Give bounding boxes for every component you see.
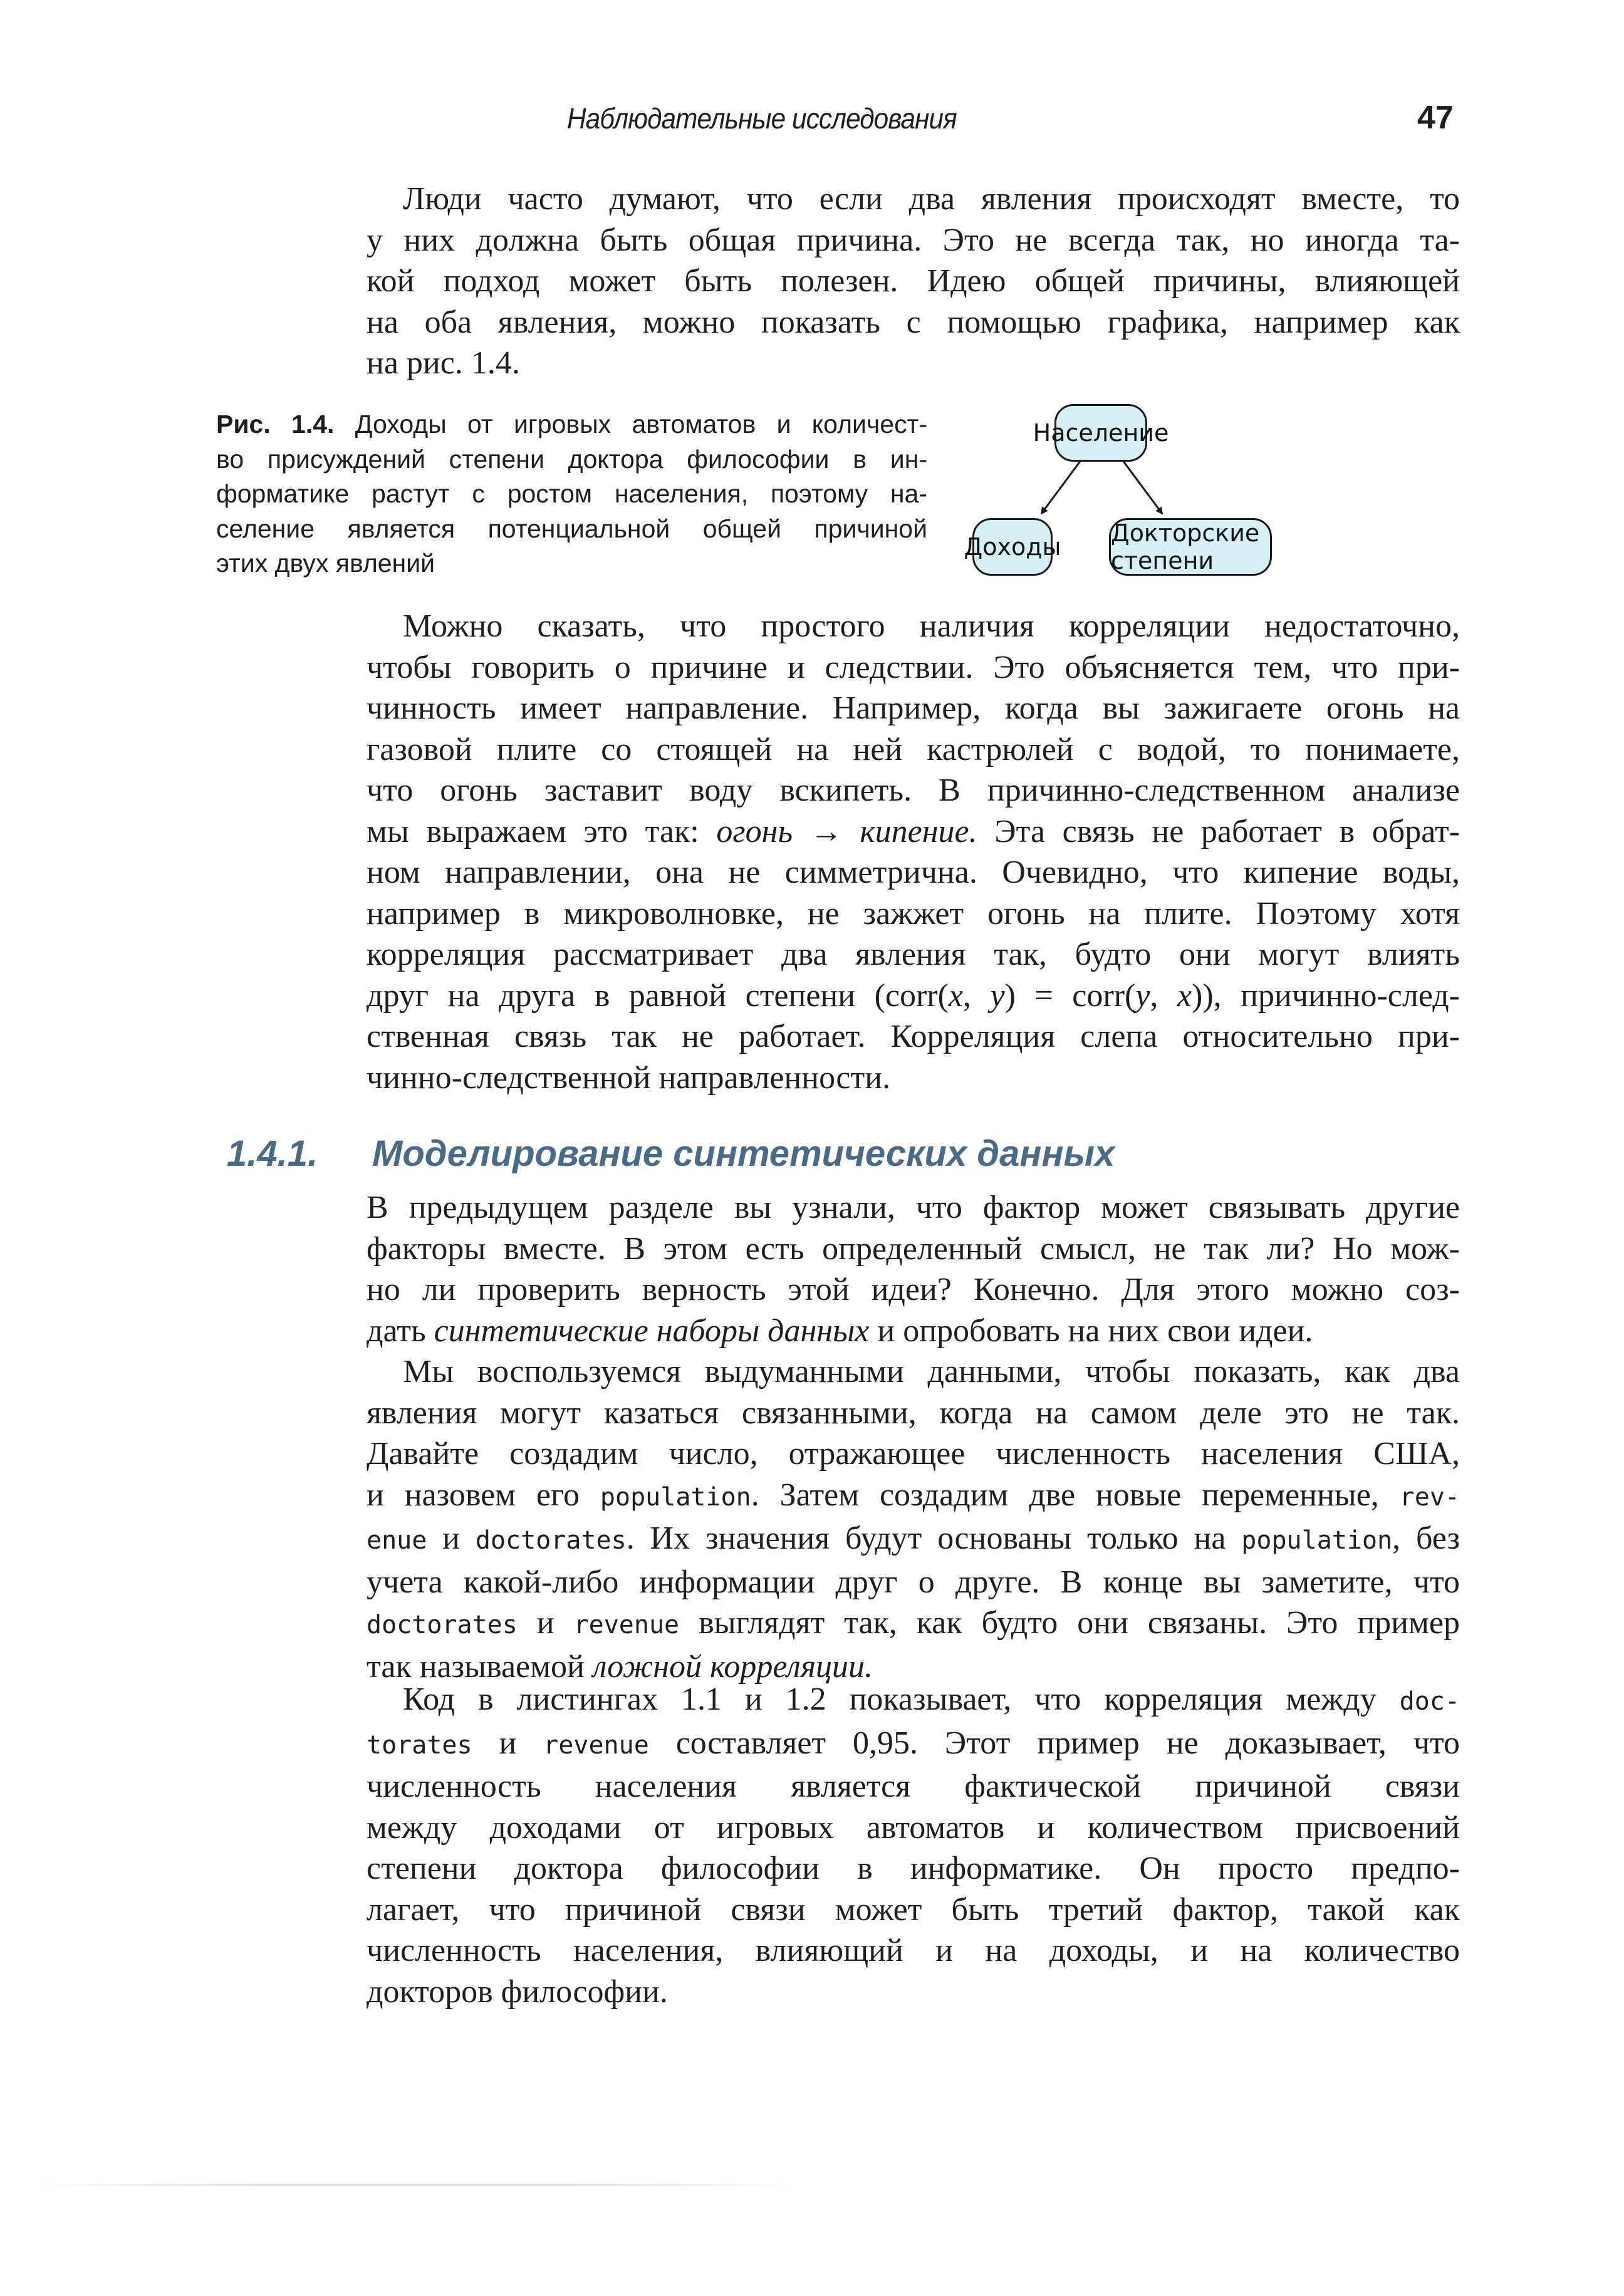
math-var-y: y (1135, 977, 1150, 1014)
text-line: Мы воспользуемся выдуманными данными, чтобы показать, как два (403, 1354, 1460, 1390)
code-population: population (600, 1482, 751, 1512)
text-line: у них должна быть общая причина. Это не всегда так, но иногда та- (367, 222, 1460, 258)
figure-label: Рис. 1.4. (216, 410, 335, 439)
text-span: . Затем создадим две новые переменные, (751, 1477, 1400, 1513)
text-line (367, 1679, 1460, 1723)
text-line: Люди часто думают, что если два явления происходят вместе, то (403, 181, 1460, 217)
text-line (367, 1311, 1460, 1352)
text-line: численность населения является фактической причиной связи (367, 1769, 1460, 1804)
math-var-y: y (990, 977, 1005, 1014)
text-line: факторы вместе. В этом есть определенный смысл, не так ли? Но мож- (367, 1230, 1460, 1267)
code-revenue: revenue (573, 1611, 680, 1639)
code-doctorates: torates (367, 1730, 472, 1760)
figure-caption (216, 407, 927, 581)
text-span: мы выражаем это так: (367, 813, 717, 849)
italic-term: синтетические наборы данных (434, 1312, 870, 1349)
text-line: численность населения, влияющий и на доходы, и на количество (367, 1933, 1460, 1968)
text-span: ) = corr( (1004, 977, 1136, 1014)
text-line (367, 1518, 1460, 1562)
text-span: дать (367, 1312, 434, 1349)
text-span: , (963, 977, 991, 1014)
node-population: Население (1054, 404, 1147, 462)
text-span: и (517, 1605, 574, 1641)
text-line: ном направлении, она не симметрична. Очевидно, что кипение воды, (367, 855, 1460, 890)
text-line: явления могут казаться связанными, когда на самом деле это не так. (367, 1395, 1460, 1431)
text-span: . Их значения будут основаны только на (626, 1520, 1242, 1556)
text-span: Код в листингах 1.1 и 1.2 показывает, что корреляция между (403, 1681, 1400, 1717)
text-line: степени доктора философии в информатике. Он просто предпо- (367, 1851, 1460, 1886)
caption-line: селение является потенциальной общей причиной (216, 514, 927, 543)
code-doctorates: doctorates (367, 1611, 518, 1639)
text-line: докторов философии. (367, 1973, 668, 2010)
text-span: , (1150, 977, 1177, 1014)
text-line: корреляция рассматривает два явления так, будто они могут влиять (367, 937, 1460, 972)
code-revenue: rev- (1399, 1482, 1460, 1512)
code-revenue: revenue (543, 1730, 649, 1760)
italic-term-fire: огонь (716, 813, 793, 849)
caption-line: форматике растут с ростом населения, поэтому на- (216, 479, 927, 508)
text-line: газовой плите со стоящей на ней кастрюлей с водой, то понимаете, (367, 731, 1460, 767)
text-line: на оба явления, можно показать с помощью графика, например как (367, 304, 1460, 340)
text-line: лагает, что причиной связи может быть третий фактор, такой как (367, 1891, 1460, 1928)
text-span: , без (1392, 1520, 1460, 1556)
text-line (367, 811, 1460, 853)
text-line: учета какой-либо информации друг о друге. В конце вы заметите, что (367, 1564, 1460, 1600)
italic-term: ложной корреляции. (592, 1648, 873, 1685)
causality-paragraph (367, 606, 1460, 1098)
text-line: чинность имеет направление. Например, когда вы зажигаете огонь на (367, 690, 1460, 726)
text-line: на рис. 1.4. (367, 345, 520, 381)
text-span: друг на друга в равной степени (corr( (367, 977, 949, 1014)
text-line (367, 1475, 1460, 1519)
running-title: Наблюдательные исследования (567, 102, 957, 135)
text-line: но ли проверить верность этой идеи? Конечно. Для этого можно соз- (367, 1272, 1460, 1307)
math-var-x: x (948, 977, 964, 1014)
text-line: кой подход может быть полезен. Идею общей причины, влияющей (367, 263, 1460, 299)
text-line: В предыдущем разделе вы узнали, что фактор может связывать другие (367, 1190, 1460, 1225)
math-var-x: x (1177, 977, 1192, 1014)
causal-diagram (965, 388, 1479, 595)
section-title: Моделирование синтетических данных (372, 1133, 1115, 1174)
edge-population-to-doctorates (1123, 460, 1162, 514)
text-line: ственная связь так не работает. Корреляция слепа относительно при- (367, 1019, 1460, 1054)
code-doctorates: doctorates (475, 1526, 627, 1555)
caption-line: этих двух явлений (216, 549, 435, 578)
text-span: и (472, 1725, 544, 1761)
code-revenue: enue (367, 1526, 427, 1555)
caption-text: Доходы от игровых автоматов и количест- (334, 410, 927, 439)
text-span: Эта связь не работает в обрат- (977, 813, 1460, 849)
text-line: чинно-следственной направленности. (367, 1059, 891, 1096)
arrow-icon: → (793, 813, 860, 849)
text-line (367, 975, 1460, 1017)
text-line: Давайте создадим число, отражающее численность населения США, (367, 1436, 1460, 1472)
section-number: 1.4.1. (227, 1133, 318, 1174)
text-line (367, 1603, 1460, 1646)
caption-line: во присуждений степени доктора философии в ин- (216, 444, 927, 474)
text-span: )), причинно-след- (1192, 977, 1460, 1014)
synthetic-paragraph-3 (367, 1679, 1460, 2012)
text-line: чтобы говорить о причине и следствии. Это объясняется тем, что при- (367, 649, 1460, 685)
page-number: 47 (1417, 100, 1454, 136)
intro-paragraph (367, 179, 1460, 384)
text-span: так называемой (367, 1648, 593, 1685)
synthetic-paragraph-1 (367, 1187, 1460, 1351)
node-doctorates: Докторские степени (1109, 518, 1272, 576)
text-span: и (427, 1520, 476, 1556)
text-span: и назовем его (367, 1477, 600, 1513)
text-span: выглядят так, как будто они связаны. Это пример (679, 1605, 1460, 1641)
text-line: что огонь заставит воду вскипеть. В причинно-следственном анализе (367, 772, 1460, 808)
footer-rule (25, 2184, 802, 2186)
edge-population-to-revenue (1041, 460, 1081, 514)
italic-term-boiling: кипение. (860, 813, 977, 849)
text-line (367, 1723, 1460, 1767)
text-line: между доходами от игровых автоматов и количеством присвоений (367, 1809, 1460, 1846)
text-line: Можно сказать, что простого наличия корреляции недостаточно, (403, 608, 1460, 644)
text-span: составляет 0,95. Этот пример не доказывает, что (648, 1725, 1460, 1761)
node-revenue: Доходы (972, 518, 1053, 576)
code-doctorates: doc- (1399, 1687, 1460, 1716)
text-span: и опробовать на них свои идеи. (869, 1312, 1313, 1349)
text-line: например в микроволновке, не зажжет огонь на плите. Поэтому хотя (367, 895, 1460, 932)
synthetic-paragraph-2 (367, 1351, 1460, 1687)
section-heading (227, 1133, 1115, 1175)
code-population: population (1241, 1526, 1393, 1555)
